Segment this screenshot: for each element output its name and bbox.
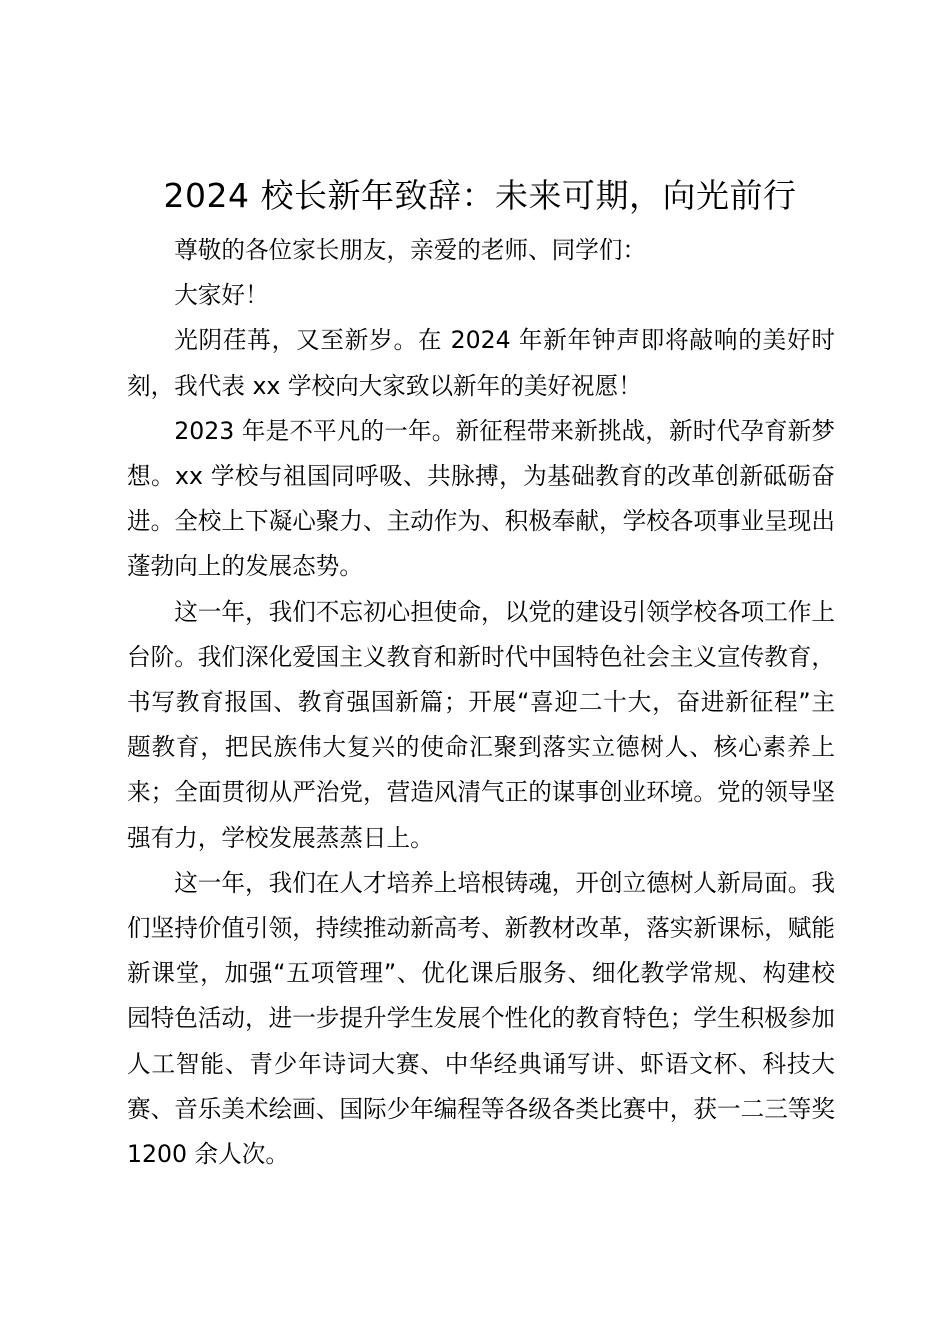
paragraph-greeting: 大家好！ [174,281,269,310]
paragraph-2023-review: 2023 年是不平凡的一年。新征程带来新挑战，新时代孕育新梦想。xx 学校与祖国同呼吸、共脉搏，为基础教育的改革创新砥砺奋进。全校上下凝心聚力、主动作为、积极奉献，学校各项事业呈现出蓬勃向上的发展态势。 [127,416,835,581]
document-body [127,228,835,1177]
document-title: 2024 校长新年致辞：未来可期，向光前行 [163,176,797,215]
paragraph-salutation: 尊敬的各位家长朋友，亲爱的老师、同学们： [174,236,647,264]
paragraph-new-year-wishes: 光阴荏苒，又至新岁。在 2024 年新年钟声即将敲响的美好时刻，我代表 xx 学校向大家致以新年的美好祝愿！ [127,326,835,400]
paragraph-party-building: 这一年，我们不忘初心担使命，以党的建设引领学校各项工作上台阶。我们深化爱国主义教育和新时代中国特色社会主义宣传教育，书写教育报国、教育强国新篇；开展“喜迎二十大，奋进新征程”主题教育，把民族伟大复兴的使命汇聚到落实立德树人、核心素养上来；全面贯彻从严治党，营造风清气正的谋事创业环境。党的领导坚强有力，学校发展蒸蒸日上。 [127,597,835,852]
paragraph-talent-cultivation: 这一年，我们在人才培养上培根铸魂，开创立德树人新局面。我们坚持价值引领，持续推动新高考、新教材改革，落实新课标，赋能新课堂，加强“五项管理”、优化课后服务、细化教学常规、构建校园特色活动，进一步提升学生发展个性化的教育特色；学生积极参加人工智能、青少年诗词大赛、中华经典诵写讲、虾语文杯、科技大赛、音乐美术绘画、国际少年编程等各级各类比赛中，获一二三等奖 1200 余人次。 [127,868,835,1169]
